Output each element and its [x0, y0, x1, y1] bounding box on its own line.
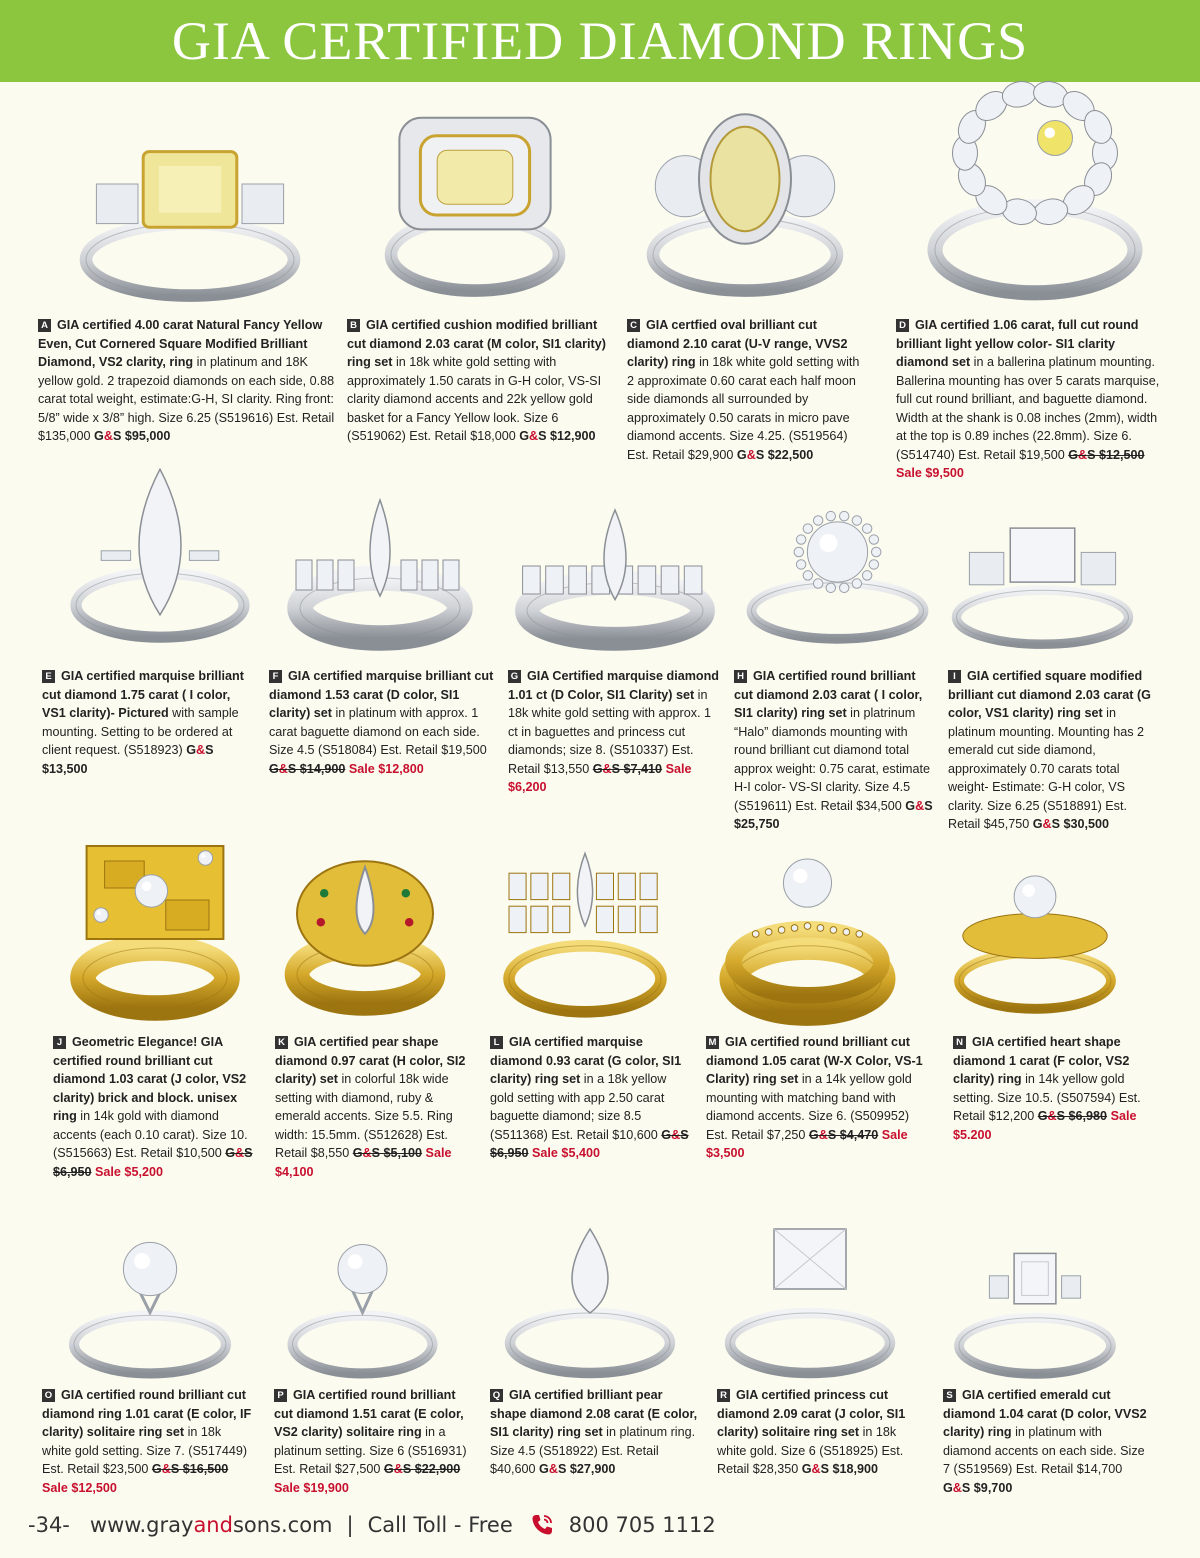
- item-details: in platinum and 18K yellow gold. 2 trapezoid diamonds on each side, 0.88 carat total weight, estimate:G-H, SI clarity. Ring front: 5/8” wide x 3/8” high. Size 6.25 (S519616) Est. Retail $135,000: [38, 355, 335, 443]
- item-letter-badge: Q: [490, 1389, 503, 1402]
- ampersand: &: [602, 761, 612, 776]
- ring-photo[interactable]: [490, 1235, 690, 1385]
- gs-price: G&S $22,500: [736, 447, 814, 462]
- sale-price: Sale $6,200: [508, 761, 692, 794]
- ampersand: &: [952, 1480, 962, 1495]
- gs-price: G&S $18,900: [801, 1462, 879, 1476]
- ring-photo[interactable]: [630, 125, 860, 305]
- sale-price: Sale $3,500: [706, 1127, 908, 1160]
- ring-photo[interactable]: [280, 500, 480, 650]
- item-details: in platrinum “Halo” diamonds mounting with round brilliant cut diamond total approx weight: 0.75 carat, estimate H-I color- VS-SI clarity. Size 4.5 (S519611) Est. Retail $34,500: [734, 706, 931, 813]
- item-title: GIA certified round brilliant cut diamond 1.05 carat (W-X Color, VS-1 Clarity) ring set: [706, 1035, 923, 1086]
- call-toll-free-label: Call Toll - Free: [367, 1513, 513, 1537]
- item-letter-badge: B: [347, 319, 360, 332]
- ring-photo[interactable]: [280, 870, 450, 1015]
- ring-description: [508, 667, 724, 797]
- item-details: in 18k white gold setting. Size 7. (S517449) Est. Retail $23,500: [42, 1425, 248, 1476]
- footer-separator: |: [346, 1513, 354, 1537]
- item-details: in a ballerina platinum mounting. Ballerina mounting has over 5 carats marquise, full cut round brilliant, and baguette diamond. Width at the shank is 0.08 inches (2mm), width at the top is 0.89 inches (22.8mm). Size 6. (S514740) Est. Retail $19,500: [896, 355, 1160, 462]
- item-title: GIA certified heart shape diamond 1 carat (F color, VS2 clarity) ring: [953, 1035, 1130, 1086]
- sale-price: Sale $12,800: [348, 761, 424, 776]
- item-details: in 14k gold with diamond accents (each 0.10 carat). Size 10. (S515663) Est. Retail $10,500: [53, 1109, 248, 1160]
- item-letter-badge: K: [275, 1036, 288, 1049]
- item-details: in a 14k yellow gold mounting with matching band with diamond accents. Size 6. (S509952) Est. Retail $7,250: [706, 1072, 912, 1142]
- sale-price: Sale $9,500: [896, 466, 964, 480]
- ring-photo[interactable]: [940, 880, 1130, 1020]
- ring-description: [953, 1033, 1153, 1144]
- item-details: in platinum with diamond accents on each side. Size 7 (S519569) Est. Retail $14,700: [943, 1425, 1145, 1476]
- ring-description: [42, 1386, 252, 1497]
- sale-price: Sale $5,400: [532, 1146, 600, 1160]
- ring-photo[interactable]: [275, 1240, 450, 1385]
- item-letter-badge: I: [948, 670, 961, 683]
- gs-price: G&S $13,500: [42, 743, 214, 776]
- item-details: in 18k white gold. Size 6 (S518925) Est. Retail $28,350: [717, 1425, 904, 1476]
- phone-number[interactable]: 800 705 1112: [568, 1513, 716, 1537]
- site-part-and: and: [193, 1513, 233, 1537]
- item-title: GIA certified emerald cut diamond 1.04 carat (D color, VVS2 clarity) ring: [943, 1388, 1147, 1439]
- item-title: GIA certified marquise diamond 0.93 carat (G color, SI1 clarity) ring set: [490, 1035, 682, 1086]
- item-letter-badge: S: [943, 1389, 956, 1402]
- item-title: GIA certified princess cut diamond 2.09 carat (J color, SI1 clarity) solitaire ring set: [717, 1388, 906, 1439]
- gs-price-crossed: G&S $6,950: [490, 1127, 689, 1160]
- item-title: Geometric Elegance! GIA certified round brilliant cut diamond 1.03 carat (J color, VS2 clarity) brick and block. unisex ring: [53, 1035, 247, 1123]
- item-letter-badge: D: [896, 319, 909, 332]
- sale-price: Sale $19,900: [274, 1480, 349, 1495]
- website-link[interactable]: [90, 1513, 333, 1537]
- ring-photo[interactable]: [60, 130, 320, 310]
- item-title: GIA certified 4.00 carat Natural Fancy Yellow Even, Cut Cornered Square Modified Brilliant Diamond, VS2 clarity, ring: [38, 318, 323, 369]
- gs-price-crossed: G&S $5,100: [352, 1146, 423, 1160]
- ring-description: [490, 1386, 700, 1479]
- ampersand: &: [196, 743, 206, 757]
- item-details: in platinum mounting. Mounting has 2 emerald cut side diamond, approximately 0.70 carats total weight- Estimate: G-H color, VS clarity. Size 6.25 (S518891) Est. Retail $45,750: [948, 706, 1145, 831]
- ampersand: &: [103, 429, 113, 443]
- ampersand: &: [548, 1462, 558, 1476]
- ring-description: [490, 1033, 690, 1163]
- item-title: GIA certified marquise brilliant cut diamond 1.53 carat (D color, SI1 clarity) set: [269, 669, 494, 720]
- ampersand: &: [1078, 447, 1088, 462]
- item-letter-badge: J: [53, 1036, 66, 1049]
- gs-price: G&S $95,000: [94, 429, 171, 443]
- ring-description: [42, 667, 254, 778]
- ring-description: [627, 316, 867, 464]
- gs-price: G&S $27,900: [539, 1462, 616, 1476]
- item-letter-badge: F: [269, 670, 282, 683]
- item-title: GIA certified brilliant pear shape diamond 2.08 carat (E color, SI1 clarity) ring set: [490, 1388, 698, 1439]
- page-header: [0, 0, 1200, 82]
- item-details: in a 18k yellow gold setting with app 2.50 carat baguette diamond; size 8.5 (S511368) Est. Retail $10,600: [490, 1072, 667, 1142]
- ring-description: [948, 667, 1158, 834]
- item-details: in platinum ring. Size 4.5 (S518922) Est. Retail $40,600: [490, 1425, 696, 1476]
- item-details: with sample mounting. Setting to be ordered at client request. (S518923): [42, 706, 239, 757]
- item-letter-badge: A: [38, 319, 51, 332]
- gs-price-crossed: G&S $6,950: [53, 1146, 253, 1179]
- page-number: -34-: [28, 1513, 70, 1537]
- ring-description: [943, 1386, 1148, 1497]
- item-letter-badge: P: [274, 1389, 287, 1402]
- gs-price: G&S $25,750: [734, 798, 933, 831]
- ring-photo[interactable]: [55, 1240, 245, 1385]
- item-details: in 18k white gold setting with approx. 1 ct in baguettes and princess cut diamonds; size 8. (S510337) Est. Retail $13,550: [508, 687, 712, 776]
- item-title: GIA certfied oval brilliant cut diamond 2.10 carat (U-V range, VVS2 clarity) ring: [627, 318, 848, 369]
- sale-price: Sale $4,100: [275, 1146, 452, 1179]
- gs-price-crossed: G&S $4,470: [808, 1127, 879, 1142]
- ampersand: &: [746, 447, 756, 462]
- ampersand: &: [362, 1146, 372, 1160]
- ring-photo[interactable]: [910, 95, 1160, 310]
- item-title: GIA certified square modified brilliant cut diamond 2.03 carat (G color, VS1 clarity) ring set: [948, 669, 1151, 720]
- ring-photo[interactable]: [370, 125, 580, 305]
- ring-photo[interactable]: [935, 520, 1150, 655]
- item-title: GIA certified round brilliant cut diamond ring 1.01 carat (E color, IF clarity) solitaire ring set: [42, 1388, 252, 1439]
- ring-photo[interactable]: [490, 860, 680, 1025]
- page-footer: [28, 1505, 716, 1545]
- item-details: in a platinum setting. Size 6 (S516931) Est. Retail $27,500: [274, 1425, 467, 1476]
- ampersand: &: [811, 1462, 821, 1476]
- site-part: sons.com: [232, 1513, 333, 1537]
- ring-description: [275, 1033, 470, 1181]
- sale-price: Sale $5.200: [953, 1109, 1137, 1142]
- sale-price: Sale $5,200: [95, 1164, 163, 1179]
- gs-price-crossed: G&S $14,900: [269, 761, 346, 776]
- ampersand: &: [161, 1462, 171, 1476]
- ring-description: [38, 316, 338, 446]
- gs-price: G&S $12,900: [519, 429, 596, 443]
- gs-price-crossed: G&S $12,500: [1068, 447, 1145, 462]
- ring-photo[interactable]: [710, 1235, 910, 1385]
- ring-description: [269, 667, 495, 778]
- item-letter-badge: H: [734, 670, 747, 683]
- ampersand: &: [818, 1127, 828, 1142]
- item-title: GIA certified 1.06 carat, full cut round brilliant light yellow color- SI1 clarity diamond set: [896, 318, 1139, 369]
- item-title: GIA certified marquise brilliant cut diamond 1.75 carat ( I color, VS1 clarity)- Pictured: [42, 669, 244, 720]
- ring-description: [717, 1386, 917, 1479]
- ampersand: &: [529, 429, 539, 443]
- gs-price-crossed: G&S $7,410: [592, 761, 663, 776]
- gs-price: G&S $9,700: [943, 1480, 1013, 1495]
- item-letter-badge: M: [706, 1036, 719, 1049]
- ampersand: &: [671, 1127, 681, 1142]
- sale-price: Sale $12,500: [42, 1480, 117, 1495]
- ampersand: &: [915, 798, 925, 813]
- item-letter-badge: G: [508, 670, 521, 683]
- item-title: GIA certified cushion modified brilliant cut diamond 2.03 carat (M color, SI1 clarity) ring set: [347, 318, 606, 369]
- gs-price-crossed: G&S $16,500: [151, 1462, 229, 1476]
- item-letter-badge: N: [953, 1036, 966, 1049]
- ampersand: &: [1047, 1109, 1057, 1123]
- item-details: in colorful 18k wide setting with diamond, ruby & emerald accents. Size 5.5. Ring width: 15.5mm. (S512628) Est. Retail $8,550: [275, 1072, 453, 1160]
- phone-icon: [529, 1512, 555, 1538]
- ampersand: &: [393, 1462, 403, 1476]
- ring-photo[interactable]: [730, 510, 945, 650]
- site-part: www.gray: [89, 1513, 194, 1537]
- ring-description: [347, 316, 609, 446]
- gs-price-crossed: G&S $22,900: [383, 1462, 461, 1476]
- item-title: GIA certified round brilliant cut diamond 2.03 carat ( I color, SI1 clarity) ring set: [734, 669, 923, 720]
- item-details: in platinum with approx. 1 carat baguette diamond on each side. Size 4.5 (S518084) Est. Retail $19,500: [269, 706, 487, 757]
- item-letter-badge: E: [42, 670, 55, 683]
- ampersand: &: [1042, 817, 1052, 831]
- ring-photo[interactable]: [715, 860, 900, 1025]
- ring-description: [706, 1033, 926, 1163]
- item-letter-badge: R: [717, 1389, 730, 1402]
- item-letter-badge: L: [490, 1036, 503, 1049]
- item-details: in 18k white gold setting with 2 approximate 0.60 carat each half moon side diamonds all surrounded by approximately 0.50 carats in micro pave diamond accents. Size 4.25. (S519564) Est. Retail $29,900: [627, 355, 860, 462]
- ring-photo[interactable]: [65, 870, 245, 1020]
- ampersand: &: [235, 1146, 245, 1160]
- ring-photo[interactable]: [505, 510, 725, 650]
- ring-description: [274, 1386, 474, 1497]
- item-title: GIA certified pear shape diamond 0.97 carat (H color, SI2 clarity) set: [275, 1035, 466, 1086]
- item-title: GIA certified round brilliant cut diamond 1.51 carat (E color, VS2 clarity) solitaire ring: [274, 1388, 464, 1439]
- ring-description: [734, 667, 934, 834]
- item-letter-badge: C: [627, 319, 640, 332]
- page-title: GIA CERTIFIED DIAMOND RINGS: [171, 11, 1029, 71]
- item-title: GIA Certified marquise diamond 1.01 ct (D Color, SI1 Clarity) set: [508, 669, 719, 702]
- ring-description: [896, 316, 1166, 483]
- ring-description: [53, 1033, 263, 1181]
- ampersand: &: [278, 761, 288, 776]
- item-letter-badge: O: [42, 1389, 55, 1402]
- gs-price: G&S $30,500: [1032, 817, 1110, 831]
- ring-photo[interactable]: [55, 490, 265, 650]
- ring-photo[interactable]: [940, 1245, 1130, 1385]
- item-details: in 18k white gold setting with approximately 1.50 carats in G-H color, VS-SI clarity diamond accents and 22k yellow gold basket for a Fancy Yellow look. Size 6 (S519062) Est. Retail $18,000: [347, 355, 602, 443]
- item-details: in 14k yellow gold setting. Size 10.5. (S507594) Est. Retail $12,200: [953, 1072, 1141, 1123]
- gs-price-crossed: G&S $6,980: [1037, 1109, 1108, 1123]
